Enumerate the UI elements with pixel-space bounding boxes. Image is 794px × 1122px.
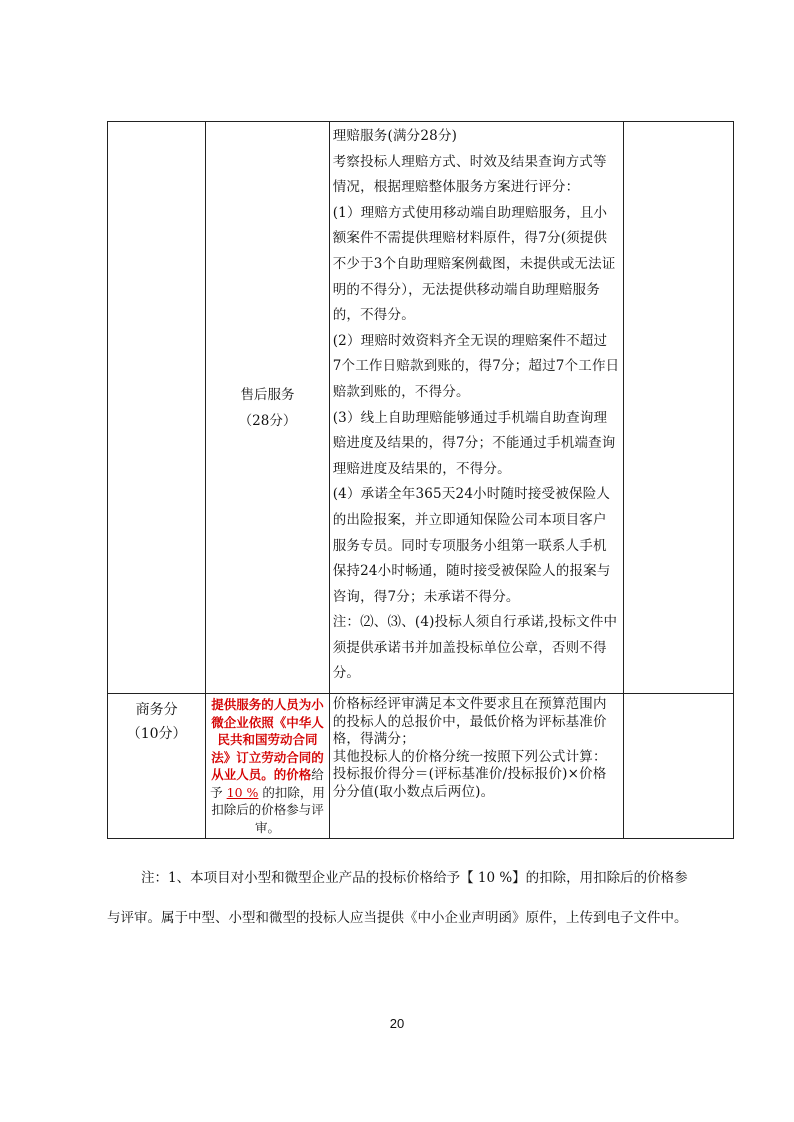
business-category: 商务分 bbox=[135, 702, 178, 719]
criteria-item-1: (1）理赔方式使用移动端自助理赔服务，且小额案件不需提供理赔材料原件，得7分(须提供不少于3个自助理赔案例截图，未提供或无法证明的不得分），无法提供移动端自助理赔服务的，不得分。 bbox=[332, 204, 616, 324]
criteria-item-4: (4）承诺全年365天24小时随时接受被保险人的出险报案，并立即通知保险公司本项目客户服务专员。同时专项服务小组第一联系人手机保持24小时畅通，随时接受被保险人的报案与咨询，得7分；未承诺不得分。 bbox=[332, 486, 611, 605]
after-sales-blank-cell bbox=[108, 122, 206, 694]
business-basis-red: 提供服务的人员为小微企业依照《中华人民共和国劳动合同法》订立劳动合同的从业人员。的价格 bbox=[211, 697, 324, 783]
criteria-item-2: (2）理赔时效资料齐全无误的理赔案件不超过 7个工作日赔款到账的，得7分；超过7个工作日赔款到账的，不得分。 bbox=[332, 332, 620, 400]
business-remark-cell bbox=[623, 694, 733, 839]
business-basis-cell bbox=[206, 694, 329, 839]
criteria-item-3: (3）线上自助理赔能够通过手机端自助查询理赔进度及结果的，得7分；不能通过手机端查询理赔进度及结果的，不得分。 bbox=[332, 409, 616, 477]
after-sales-criteria-cell bbox=[329, 122, 623, 694]
footnote-line-1: 注：1、本项目对小型和微型企业产品的投标价格给予【 10 %】的扣除，用扣除后的价格参 bbox=[141, 870, 688, 886]
business-basis-give: 给予 bbox=[210, 767, 324, 800]
footnote bbox=[107, 858, 707, 938]
business-points: （10分） bbox=[126, 726, 187, 743]
after-sales-row bbox=[108, 122, 734, 694]
business-criteria-1: 价格标经评审满足本文件要求且在预算范围内的投标人的总报价中，最低价格为评标基准价格，得满分； bbox=[332, 696, 607, 748]
business-category-cell bbox=[108, 694, 206, 839]
criteria-title: 理赔服务(满分28分) bbox=[332, 128, 458, 144]
after-sales-category: 售后服务 bbox=[240, 386, 295, 403]
footnote-line-2: 与评审。属于中型、小型和微型的投标人应当提供《中小企业声明函》原件，上传到电子文件中。 bbox=[107, 910, 688, 926]
business-criteria-cell bbox=[329, 694, 623, 839]
criteria-note: 注：⑵、⑶、(4)投标人须自行承诺,投标文件中须提供承诺书并加盖投标单位公章，否则不得分。 bbox=[332, 614, 618, 682]
business-row bbox=[108, 694, 734, 839]
after-sales-remark-cell bbox=[623, 122, 733, 694]
business-basis-rest: 的扣除，用扣除后的价格参与评审。 bbox=[211, 784, 325, 835]
scoring-table bbox=[107, 121, 734, 839]
criteria-intro: 考察投标人理赔方式、时效及结果查询方式等情况，根据理赔整体服务方案进行评分： bbox=[332, 153, 607, 196]
after-sales-category-cell bbox=[206, 122, 329, 694]
page-number: 20 bbox=[389, 1016, 405, 1031]
after-sales-points: （28分） bbox=[238, 412, 297, 429]
business-basis-percent: 10 % bbox=[226, 784, 259, 800]
business-criteria-2: 其他投标人的价格分统一按照下列公式计算：投标报价得分＝(评标基准价/投标报价)×价格分分值(取小数点后两位)。 bbox=[332, 748, 607, 801]
